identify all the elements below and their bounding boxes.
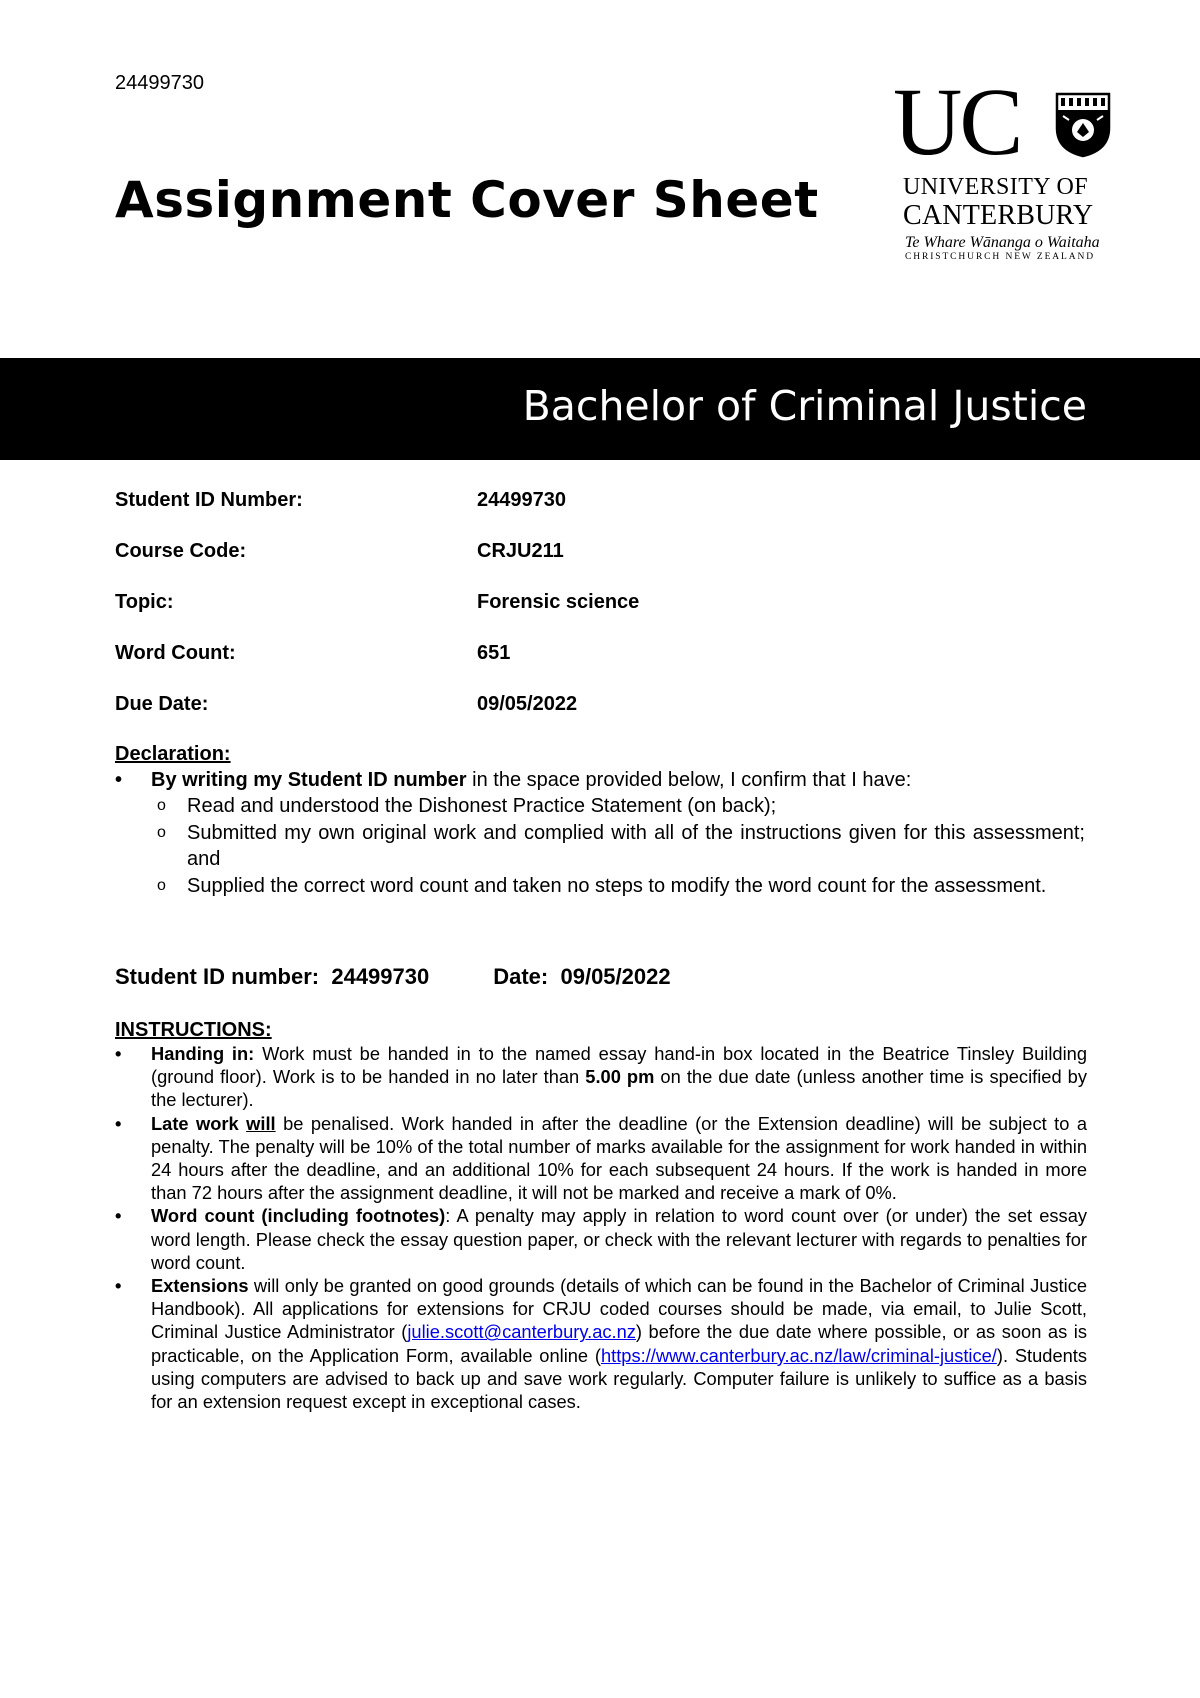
circle-bullet-icon: o	[157, 876, 166, 894]
instruction-late-work	[115, 1112, 1087, 1205]
declaration-lead-text: in the space provided below, I confirm that I have:	[466, 769, 912, 791]
instruction-text: : A penalty may apply in relation to word count over (or under) the set essay word length. Please check the essay question paper, or check with the relevant lecturer with regards to penalties for word count.	[151, 1205, 1088, 1273]
instructions-section	[115, 1018, 1087, 1413]
field-row-due-date	[115, 690, 1015, 741]
logo-maori-name: Te Whare Wānanga o Waitaha	[905, 234, 1100, 251]
list-item-text: Supplied the correct word count and taken no steps to modify the word count for the assessment.	[187, 874, 1047, 897]
signature-id-value: 24499730	[331, 964, 430, 989]
field-row-word-count	[115, 639, 1015, 690]
field-label: Word Count:	[115, 642, 236, 664]
instruction-bold: Handing in:	[151, 1043, 255, 1064]
logo-letters: UC	[893, 68, 1021, 175]
university-logo	[893, 68, 1123, 266]
instruction-text: be penalised. Work handed in after the deadline (or the Extension deadline) will be subject to a penalty. The penalty will be 10% of the total number of marks available for the assignment for work handed in within 24 hours after the deadline, and an additional 10% for each subsequent 24 hours. If the work is handed in more than 72 hours after the assignment deadline, it will not be marked and receive a mark of 0%.	[151, 1112, 1087, 1204]
bullet-icon: •	[115, 1112, 122, 1134]
crest-icon	[1055, 92, 1111, 158]
instruction-text: will only be granted on good grounds (details of which can be found in the Bachelor of Criminal Justice Handbook). All applications for extensions for CRJU coded courses should be made, via email, to Julie Scott, Criminal Justice Administrator (	[151, 1275, 1087, 1343]
page-title: Assignment Cover Sheet	[115, 171, 819, 229]
field-label: Student ID Number:	[115, 489, 303, 511]
field-value: Forensic science	[477, 591, 640, 613]
instruction-text: ). Students using computers are advised to back up and save work regularly. Computer failure is unlikely to suffice as a basis for an extension request except in exceptional cases.	[151, 1344, 1087, 1413]
instruction-text: Work must be handed in to the named essay hand-in box located in the Beatrice Tinsley Building (ground floor). Work is to be handed in no later than	[151, 1043, 1087, 1088]
page-id-number: 24499730	[115, 72, 204, 94]
bullet-icon: •	[115, 1205, 122, 1227]
field-label: Topic:	[115, 591, 174, 613]
list-item-text: Submitted my own original work and complied with all of the instructions given for this assessment; and	[187, 821, 1085, 870]
instruction-time: 5.00 pm	[585, 1066, 655, 1088]
signature-date-value: 09/05/2022	[560, 964, 671, 989]
logo-university-of: UNIVERSITY OF	[903, 174, 1088, 200]
list-item	[115, 873, 1085, 900]
circle-bullet-icon: o	[157, 797, 166, 814]
bullet-icon: •	[115, 1043, 122, 1064]
field-label: Due Date:	[115, 693, 209, 715]
logo-city: CHRISTCHURCH NEW ZEALAND	[905, 252, 1096, 262]
bullet-icon: •	[115, 1275, 122, 1297]
signature-line	[115, 964, 671, 990]
list-item	[115, 793, 1085, 820]
list-item	[115, 820, 1085, 873]
website-link[interactable]: https://www.canterbury.ac.nz/law/criminal-justice/	[600, 1344, 997, 1366]
list-item-text: Read and understood the Dishonest Practice Statement (on back);	[187, 795, 777, 817]
field-row-student-id	[115, 486, 1015, 537]
instructions-heading: INSTRUCTIONS:	[115, 1019, 272, 1041]
signature-date-label: Date:	[493, 964, 549, 989]
declaration-lead	[115, 767, 1085, 793]
field-row-topic	[115, 588, 1015, 639]
field-value: CRJU211	[477, 540, 564, 562]
signature-id-label: Student ID number:	[115, 964, 320, 989]
declaration-lead-bold: By writing my Student ID number	[151, 769, 467, 791]
logo-canterbury: CANTERBURY	[903, 200, 1094, 231]
instruction-bold: Extensions	[151, 1275, 249, 1297]
instruction-bold: Word count (including footnotes)	[151, 1205, 446, 1227]
student-details	[115, 486, 1015, 741]
instruction-handing-in	[115, 1042, 1087, 1112]
instruction-text: on the due date (unless another time is specified by the lecturer).	[151, 1066, 1087, 1111]
field-label: Course Code:	[115, 540, 247, 562]
email-link[interactable]: julie.scott@canterbury.ac.nz	[407, 1321, 636, 1343]
programme-name: Bachelor of Criminal Justice	[522, 382, 1087, 430]
declaration-section	[115, 741, 1085, 899]
instruction-text: ) before the due date where possible, or as soon as is practicable, on the Application Form, available online (	[151, 1321, 1087, 1366]
instruction-bold: Late work	[151, 1112, 247, 1134]
declaration-list	[115, 793, 1085, 899]
field-row-course-code	[115, 537, 1015, 588]
field-value: 651	[477, 642, 511, 664]
field-value: 09/05/2022	[477, 693, 578, 715]
bullet-icon: •	[115, 769, 123, 791]
circle-bullet-icon: o	[157, 823, 166, 841]
instruction-extensions	[115, 1274, 1087, 1413]
field-value: 24499730	[477, 489, 566, 511]
instruction-word-count	[115, 1204, 1087, 1274]
instruction-bold-underlined: will	[246, 1112, 276, 1134]
programme-banner	[0, 358, 1200, 460]
declaration-heading: Declaration:	[115, 743, 231, 765]
